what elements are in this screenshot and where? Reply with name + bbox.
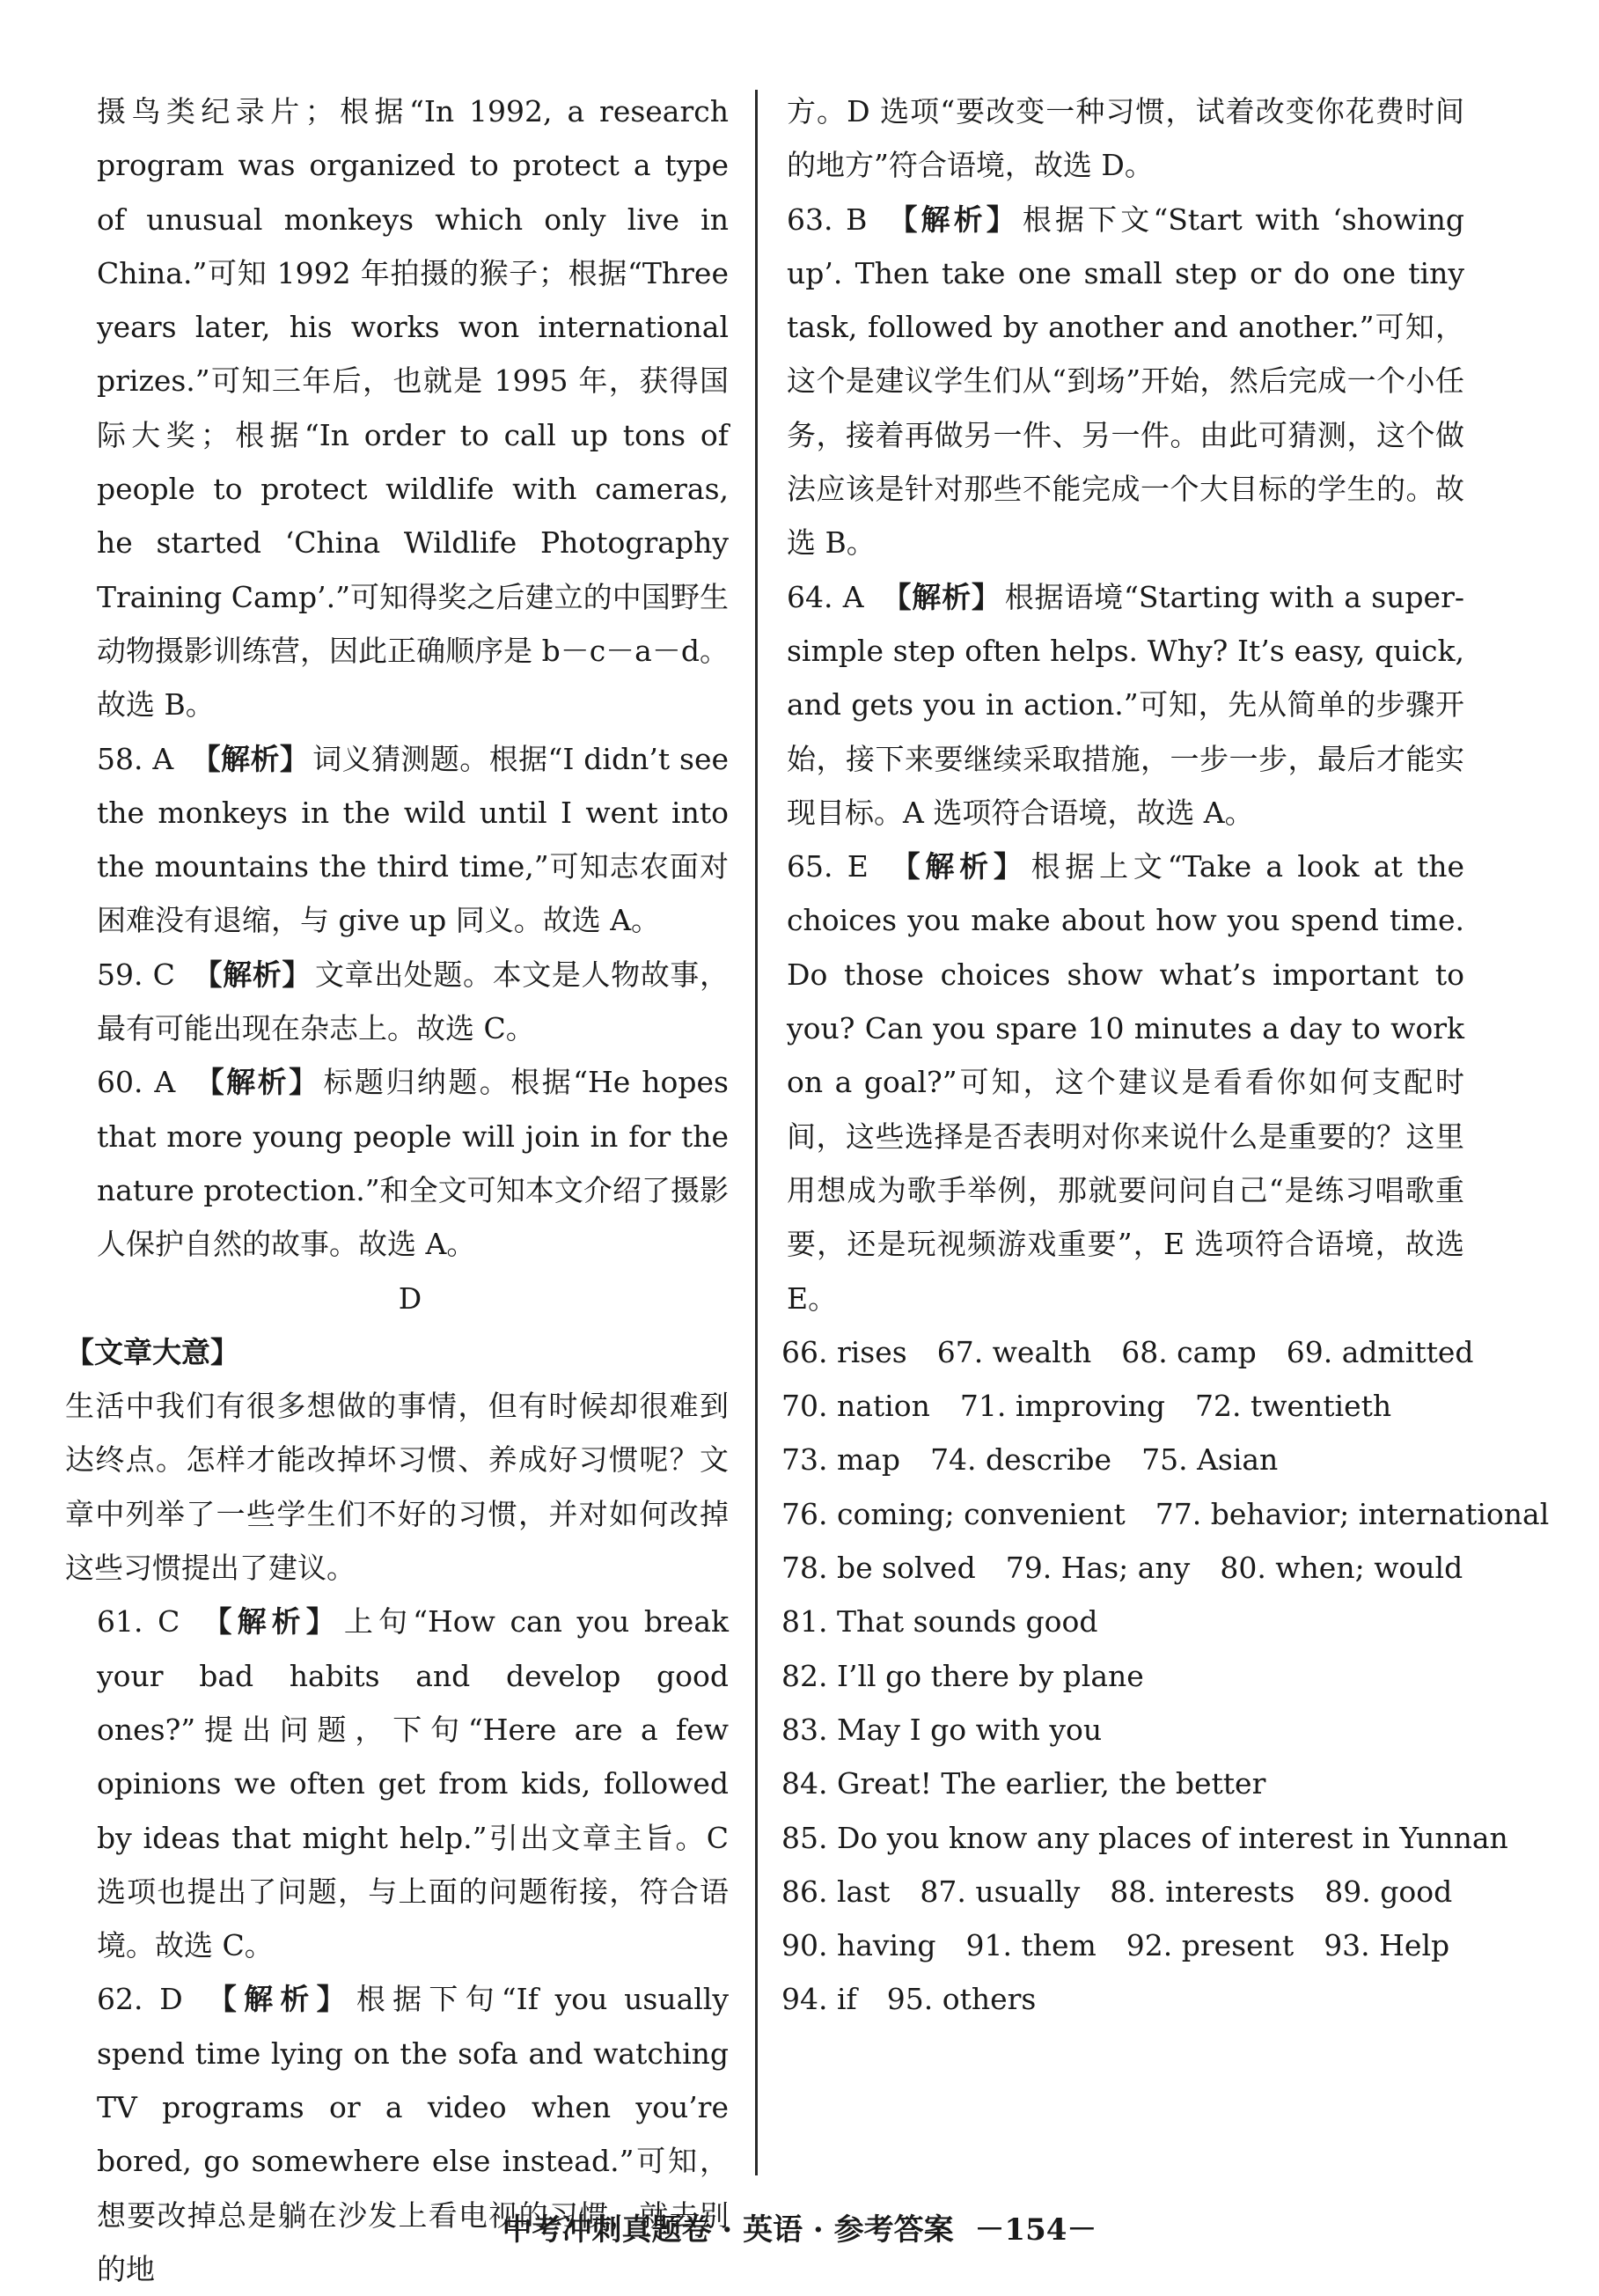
continued-explanation-62: 方。D 选项“要改变一种习惯，试着改变你花费时间的地方”符合语境，故选 D。 bbox=[787, 94, 1464, 183]
answer-66: 66. rises bbox=[781, 1334, 907, 1369]
answer-line bbox=[781, 1918, 1464, 1972]
answer-line bbox=[781, 1433, 1464, 1486]
answer-65 bbox=[781, 840, 1464, 1325]
analysis-tag: 【解析】 bbox=[200, 1982, 353, 2017]
explanation-text: 词义猜测题。根据“I didn’t see the monkeys in the wild until I went into the mountains the third time,”可知志农面对困难没有退缩，与 give up 同义。故选 A。 bbox=[97, 741, 729, 938]
analysis-tag: 【解析】 bbox=[197, 1604, 341, 1639]
answer-80: 80. when; would bbox=[1220, 1551, 1463, 1586]
explanation-text: 文章出处题。本文是人物故事，最有可能出现在杂志上。故选 C。 bbox=[97, 957, 730, 1046]
answer-90: 90. having bbox=[781, 1928, 936, 1963]
answer-91: 91. them bbox=[965, 1928, 1097, 1963]
analysis-tag: 【解析】 bbox=[884, 202, 1019, 237]
answer-69: 69. admitted bbox=[1286, 1334, 1474, 1369]
answer-87: 87. usually bbox=[920, 1874, 1081, 1909]
summary-text: 生活中我们有很多想做的事情，但有时候却很难到达终点。怎样才能改掉坏习惯、养成好习惯呢？文章中列举了一些学生们不好的习惯，并对如何改掉这些习惯提出了建议。 bbox=[65, 1389, 729, 1586]
answer-73: 73. map bbox=[781, 1442, 901, 1478]
answer-70: 70. nation bbox=[781, 1389, 930, 1424]
answer-line bbox=[781, 1865, 1464, 1918]
column-divider bbox=[755, 90, 758, 2175]
analysis-tag: 【解析】 bbox=[192, 957, 312, 992]
analysis-tag: 【解析】 bbox=[885, 849, 1028, 884]
left-column bbox=[65, 84, 730, 2296]
footer-title: 中考冲刺真题卷 · 英语 · 参考答案 bbox=[502, 2212, 954, 2248]
answer-76: 76. coming; convenient bbox=[781, 1496, 1126, 1531]
continued-explanation-57: 摄鸟类纪录片；根据“In 1992, a research program was organized to protect a type of unusual monkeys which only live in China.”可知 1992 年拍摄的猴子；根据“Three years later, his works won international prizes.”可知三年后，也就是 1995 年，获得国际大奖；根据“In order to call up tons of people to protect wildlife with cameras, he started ‘China Wildlife Photography Training Camp’.”可知得奖之后建立的中国野生动物摄影训练营，因此正确顺序是 b－c－a－d。故选 B。 bbox=[97, 94, 729, 723]
question-number: 60. A bbox=[97, 1065, 176, 1100]
answer-82: 82. I’ll go there by plane bbox=[781, 1658, 1144, 1693]
question-number: 63. B bbox=[787, 202, 868, 237]
answer-89: 89. good bbox=[1324, 1874, 1453, 1909]
answer-line bbox=[781, 1757, 1464, 1810]
question-number: 61. C bbox=[97, 1604, 180, 1639]
answer-88: 88. interests bbox=[1110, 1874, 1295, 1909]
answer-line bbox=[781, 1703, 1464, 1757]
answer-line bbox=[781, 1325, 1474, 1379]
question-number: 58. A bbox=[97, 741, 174, 776]
right-column bbox=[781, 84, 1550, 2027]
summary-heading: 【文章大意】 bbox=[65, 1334, 239, 1369]
answer-63 bbox=[781, 193, 1464, 570]
answer-86: 86. last bbox=[781, 1874, 891, 1909]
answer-83: 83. May I go with you bbox=[781, 1712, 1103, 1747]
explanation-text: 根据语境“Starting with a super-simple step often helps. Why? It’s easy, quick, and gets you in action.”可知，先从简单的步骤开始，接下来要继续采取措施，一步一步，最后才能实现目标。A 选项符合语境，故选 A。 bbox=[787, 579, 1465, 830]
answer-74: 74. describe bbox=[930, 1442, 1112, 1478]
explanation-text: 上句“How can you break your bad habits and develop good ones?”提出问题，下句“Here are a few opinions we often get from kids, followed by ideas that might help.”引出文章主旨。C 选项也提出了问题，与上面的问题衔接，符合语境。故选 C。 bbox=[97, 1604, 729, 1963]
answer-line bbox=[781, 1972, 1464, 2026]
answer-72: 72. twentieth bbox=[1195, 1389, 1392, 1424]
answer-93: 93. Help bbox=[1324, 1928, 1450, 1963]
analysis-tag: 【解析】 bbox=[881, 579, 1001, 614]
question-number: 65. E bbox=[787, 849, 869, 884]
answer-68: 68. camp bbox=[1121, 1334, 1257, 1369]
analysis-tag: 【解析】 bbox=[191, 741, 310, 776]
answer-line bbox=[781, 1595, 1464, 1648]
answer-79: 79. Has; any bbox=[1005, 1551, 1191, 1586]
answer-59 bbox=[92, 948, 729, 1056]
section-letter: D bbox=[398, 1280, 422, 1316]
answer-line bbox=[781, 1649, 1464, 1703]
answer-61 bbox=[92, 1595, 729, 1972]
answer-58 bbox=[92, 732, 729, 948]
answer-line bbox=[781, 1811, 1508, 1865]
answer-line bbox=[781, 1487, 1550, 1541]
answer-75: 75. Asian bbox=[1141, 1442, 1279, 1478]
answer-77: 77. behavior; international bbox=[1155, 1496, 1550, 1531]
answer-92: 92. present bbox=[1126, 1928, 1295, 1963]
explanation-text: 根据下句“If you usually spend time lying on the sofa and watching TV programs or a video when you’re bored, go somewhere else instead.”可知，想要改掉总是躺在沙发上看电视的习惯，就去别的地 bbox=[97, 1982, 730, 2286]
answer-85: 85. Do you know any places of interest in Yunnan bbox=[781, 1820, 1508, 1855]
answer-81: 81. That sounds good bbox=[781, 1604, 1098, 1639]
answer-line bbox=[781, 1379, 1464, 1433]
short-answers bbox=[781, 1325, 1550, 2027]
answer-67: 67. wealth bbox=[936, 1334, 1092, 1369]
page-number: －154－ bbox=[974, 2212, 1097, 2248]
answer-71: 71. improving bbox=[959, 1389, 1166, 1424]
question-number: 62. D bbox=[97, 1982, 183, 2017]
answer-78: 78. be solved bbox=[781, 1551, 976, 1586]
answer-60 bbox=[92, 1055, 729, 1271]
question-number: 64. A bbox=[787, 579, 864, 614]
answer-64 bbox=[781, 570, 1464, 840]
explanation-text: 根据下文“Start with ‘showing up’. Then take one small step or do one tiny task, followed by another and another.”可知，这个是建议学生们从“到场”开始，然后完成一个小任务，接着再做另一件、另一件。由此可猜测，这个做法应该是针对那些不能完成一个大目标的学生的。故选 B。 bbox=[787, 202, 1465, 561]
page-footer bbox=[0, 2205, 1599, 2248]
answer-94: 94. if bbox=[781, 1982, 857, 2017]
answer-line bbox=[781, 1541, 1464, 1595]
analysis-tag: 【解析】 bbox=[193, 1065, 320, 1100]
question-number: 59. C bbox=[97, 957, 175, 992]
explanation-text: 标题归纳题。根据“He hopes that more young people will join in for the nature protection.”和全文可知本文介绍了摄影人保护自然的故事。故选 A。 bbox=[97, 1065, 729, 1262]
explanation-text: 根据上文“Take a look at the choices you make about how you spend time. Do those choices show what’s important to you? Can you spare 10 minutes a day to work on a goal?”可知，这个建议是看看你如何支配时间，这些选择是否表明对你来说什么是重要的？这里用想成为歌手举例，那就要问问自己“是练习唱歌重要，还是玩视频游戏重要”，E 选项符合语境，故选 E。 bbox=[787, 849, 1465, 1316]
answer-95: 95. others bbox=[886, 1982, 1037, 2017]
answer-84: 84. Great! The earlier, the better bbox=[781, 1766, 1266, 1801]
